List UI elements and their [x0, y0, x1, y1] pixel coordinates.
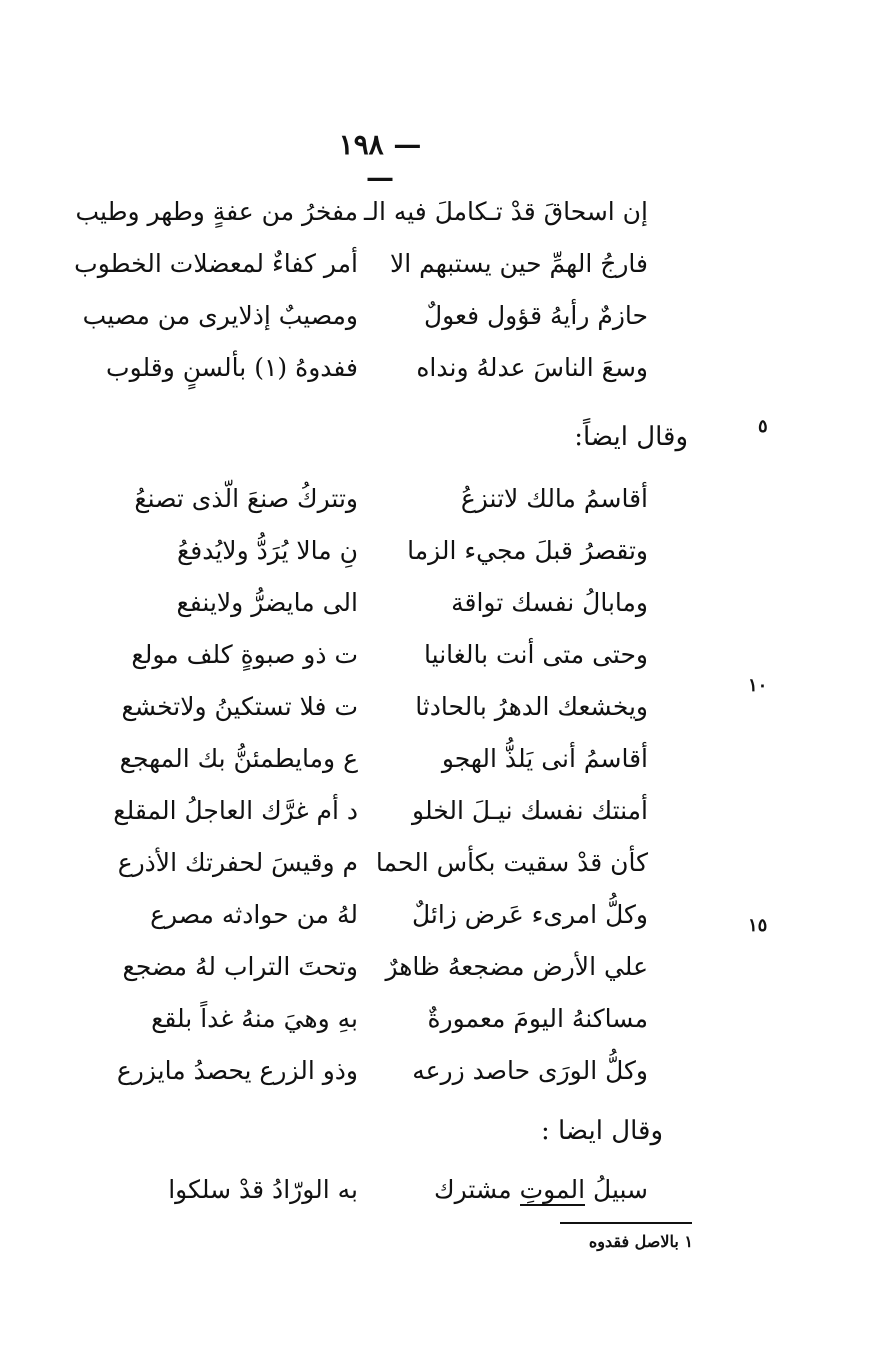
verse: [103, 525, 648, 577]
verse-first-hemistich: ومابالُ نفسك تواقة: [451, 588, 648, 617]
verse-second-hemistich: ع ومايطمئنُّ بك المهجع: [119, 744, 358, 773]
verse-second-hemistich: بهِ وهيَ منهُ غداً بلقع: [151, 1004, 358, 1033]
verse-second-hemistich: د أم غرَّك العاجلُ المقلع: [113, 796, 358, 825]
verse-second-hemistich: وتتركُ صنعَ الّذى تصنعُ: [134, 484, 358, 513]
verse-first-hemistich: وسعَ الناسَ عدلهُ ونداه: [416, 353, 648, 382]
underlined-word: الموتِ: [519, 1175, 586, 1204]
verse-first-hemistich: كأن قدْ سقيت بكأس الحما: [375, 848, 648, 877]
verse: [75, 186, 648, 238]
verse: [103, 473, 648, 525]
page-number: — ١٩٨—: [338, 128, 422, 194]
verse-second-hemistich: نِ مالا يُرَدُّ ولايُدفعُ: [176, 536, 358, 565]
verse-first-hemistich: فارجُ الهمِّ حين يستبهم الا: [389, 249, 648, 278]
line-number: ٥: [758, 416, 768, 437]
verse-first-hemistich: مساكنهُ اليومَ معمورةٌ: [427, 1004, 648, 1033]
verse: [103, 1045, 648, 1097]
poem-2: [103, 473, 648, 1097]
verse-second-hemistich: وذو الزرع يحصدُ مايزرع: [116, 1056, 358, 1085]
word: سبيلُ: [585, 1175, 648, 1204]
verse-second-hemistich: وتحتَ التراب لهُ مضجع: [122, 952, 358, 981]
verse-second-hemistich: الى مايضرُّ ولاينفع: [176, 588, 358, 617]
verse: [103, 1164, 648, 1216]
verse-first-hemistich: علي الأرض مضجعهُ ظاهرٌ: [385, 952, 648, 981]
verse: [82, 290, 648, 342]
footnote-divider: [560, 1222, 692, 1224]
verse: [103, 681, 648, 733]
verse-first-hemistich: وحتى متى أنت بالغانيا: [424, 640, 648, 669]
section-heading: وقال ايضاً:: [574, 422, 688, 452]
verse-first-hemistich: [434, 1164, 648, 1216]
poem-1: [74, 186, 648, 394]
verse: [103, 889, 648, 941]
verse-first-hemistich: أمنتك نفسك نيـلَ الخلو: [412, 796, 648, 825]
verse-second-hemistich: به الورّادُ قدْ سلكوا: [168, 1175, 358, 1204]
verse: [103, 629, 648, 681]
verse-first-hemistich: إن اسحاقَ قدْ تـكاملَ فيه الـ: [364, 197, 648, 226]
verse-second-hemistich: م وقيسَ لحفرتك الأذرع: [117, 848, 358, 877]
footnote: ١ بالاصل فقدوه: [588, 1232, 693, 1251]
verse: [74, 238, 648, 290]
line-number: ١٥: [748, 915, 768, 936]
verse-first-hemistich: وكلُّ امرىء عَرض زائلٌ: [411, 900, 648, 929]
verse-first-hemistich: أقاسمُ أنى يَلذُّ الهجو: [441, 744, 648, 773]
verse: [103, 941, 648, 993]
verse: [103, 577, 648, 629]
verse-first-hemistich: أقاسمُ مالك لاتنزعُ: [460, 484, 648, 513]
verse-second-hemistich: ومصيبٌ إذلايرى من مصيب: [82, 301, 358, 330]
verse-first-hemistich: ويخشعك الدهرُ بالحادثا: [415, 692, 648, 721]
section-heading: وقال ايضا :: [540, 1116, 663, 1146]
verse: [103, 785, 648, 837]
verse: [103, 733, 648, 785]
verse: [103, 837, 648, 889]
verse: [103, 993, 648, 1045]
line-number: ١٠: [748, 675, 768, 696]
verse: [103, 342, 648, 394]
verse-second-hemistich: أمر كفاءٌ لمعضلات الخطوب: [74, 249, 358, 278]
verse-second-hemistich: ففدوهُ (١) بألسنٍ وقلوب: [106, 353, 358, 382]
word: مشترك: [434, 1175, 520, 1204]
verse-second-hemistich: ت ذو صبوةٍ كلف مولع: [131, 640, 358, 669]
verse-first-hemistich: حازمٌ رأيهُ قؤول فعولٌ: [423, 301, 648, 330]
verse-second-hemistich: مفخرُ من عفةٍ وطهر وطيب: [75, 197, 358, 226]
poem-3: [103, 1164, 648, 1216]
verse-second-hemistich: ت فلا تستكينُ ولاتخشع: [121, 692, 358, 721]
verse-first-hemistich: وتقصرُ قبلَ مجيء الزما: [407, 536, 648, 565]
verse-first-hemistich: وكلُّ الورَى حاصد زرعه: [412, 1056, 648, 1085]
verse-second-hemistich: لهُ من حوادثه مصرع: [150, 900, 358, 929]
